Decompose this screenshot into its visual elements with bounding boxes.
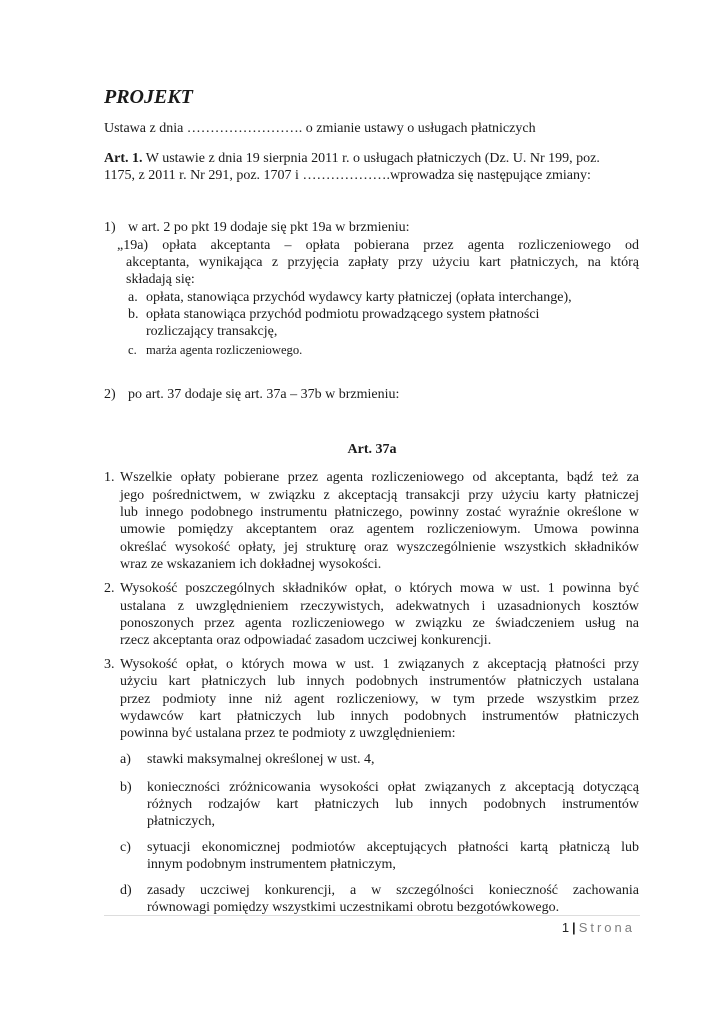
paragraph-3-line-1: Wysokość opłat, o których mowa w ust. 1 związanych z akceptacją płatności przy bbox=[120, 657, 639, 672]
paragraph-1-line-6: wraz ze wskazaniem ich dokładnej wysokości. bbox=[120, 557, 382, 572]
definition-item-b-text-2: rozliczający transakcję, bbox=[146, 324, 278, 339]
paragraph-1-line-3: lub innego podobnego instrumentu płatniczego, powinny zostać wyraźnie określone w bbox=[120, 505, 639, 520]
footer-divider bbox=[104, 915, 640, 916]
paragraph-1-line-1: Wszelkie opłaty pobierane przez agenta rozliczeniowego od akceptanta, bądź też za bbox=[120, 470, 639, 485]
sub-item-b-line-3: płatniczych, bbox=[147, 814, 216, 829]
definition-item-a-text: opłata, stanowiąca przychód wydawcy karty płatniczej (opłata interchange), bbox=[146, 290, 572, 305]
definition-item-c-label: c. bbox=[128, 343, 137, 357]
sub-item-c-line-2: innym podobnym instrumentem płatniczym, bbox=[147, 857, 396, 872]
page-number: 1 bbox=[561, 920, 570, 935]
paragraph-1-line-5: określać wysokość opłaty, jej strukturę oraz wyszczególnienie wszystkich składników bbox=[120, 540, 639, 555]
paragraph-3-number: 3. bbox=[104, 657, 115, 672]
sub-item-b-line-1: konieczności zróżnicowania wysokości opłat związanych z akceptacją dotyczącą bbox=[147, 780, 639, 795]
definition-item-b-label: b. bbox=[128, 307, 139, 322]
definition-line-1: „19a) opłata akceptanta – opłata pobierana przez agenta rozliczeniowego od bbox=[117, 238, 639, 253]
sub-item-a-label: a) bbox=[120, 752, 131, 767]
sub-item-d-line-1: zasady uczciwej konkurencji, a w szczególności konieczność zachowania bbox=[147, 883, 639, 898]
definition-line-3: składają się: bbox=[126, 272, 195, 287]
paragraph-2-line-3: ponoszonych przez agenta rozliczeniowego w związku ze świadczeniem usług na bbox=[120, 616, 639, 631]
definition-item-b-text-1: opłata stanowiąca przychód podmiotu prowadzącego system płatności bbox=[146, 307, 540, 322]
paragraph-3-line-4: wydawców kart płatniczych lub innych podobnych instrumentów płatniczych bbox=[120, 709, 639, 724]
paragraph-1-line-2: jego pośrednictwem, w związku z akceptacją transakcji przy użyciu karty płatniczej bbox=[120, 488, 639, 503]
amendment-2-number: 2) bbox=[104, 387, 116, 402]
sub-item-c-label: c) bbox=[120, 840, 131, 855]
document-title: PROJEKT bbox=[104, 86, 193, 108]
article-1-line-1 bbox=[104, 150, 600, 168]
sub-item-b-label: b) bbox=[120, 780, 132, 795]
sub-item-d-line-2: równowagi pomiędzy wszystkimi uczestnikami obrotu bezgotówkowego. bbox=[147, 900, 560, 915]
sub-item-c-line-1: sytuacji ekonomicznej podmiotów akceptujących płatności kartą płatniczą lub bbox=[147, 840, 639, 855]
amendment-1-number: 1) bbox=[104, 220, 116, 235]
article-1-line-2: 1175, z 2011 r. Nr 291, poz. 1707 i ……………….wprowadza się następujące zmiany: bbox=[104, 168, 591, 183]
amendment-1-intro: w art. 2 po pkt 19 dodaje się pkt 19a w brzmieniu: bbox=[128, 220, 410, 235]
art-37a-heading: Art. 37a bbox=[347, 442, 397, 457]
sub-item-d-label: d) bbox=[120, 883, 132, 898]
paragraph-2-number: 2. bbox=[104, 581, 115, 596]
definition-item-c-text: marża agenta rozliczeniowego. bbox=[146, 343, 303, 357]
definition-line-2: akceptanta, wynikająca z przyjęcia zapłaty przy użyciu kart płatniczych, na którą bbox=[126, 255, 639, 270]
definition-item-a-label: a. bbox=[128, 290, 138, 305]
sub-item-b-line-2: różnych rodzajów kart płatniczych lub innych podobnych instrumentów bbox=[147, 797, 639, 812]
amendment-2-intro: po art. 37 dodaje się art. 37a – 37b w brzmieniu: bbox=[128, 387, 400, 402]
paragraph-3-line-5: powinna być ustalana przez te podmioty z uwzględnieniem: bbox=[120, 726, 456, 741]
paragraph-3-line-3: przez podmioty inne niż agent rozliczeniowy, w tym przede wszystkim przez bbox=[120, 692, 639, 707]
paragraph-1-line-4: umowie pomiędzy akceptantem oraz agentem rozliczeniowym. Umowa powinna bbox=[120, 522, 639, 537]
article-1-label: Art. 1. bbox=[104, 151, 143, 166]
page-word: Strona bbox=[578, 920, 635, 935]
paragraph-1-number: 1. bbox=[104, 470, 115, 485]
article-1-text-1: W ustawie z dnia 19 sierpnia 2011 r. o usługach płatniczych (Dz. U. Nr 199, poz. bbox=[145, 151, 600, 166]
paragraph-2-line-2: ustalana z uwzględnieniem rzeczywistych, adekwatnych i uzasadnionych kosztów bbox=[120, 599, 639, 614]
paragraph-2-line-4: rzecz akceptanta oraz odpowiadać zasadom uczciwej konkurencji. bbox=[120, 633, 492, 648]
footer-separator: | bbox=[572, 920, 576, 935]
paragraph-3-line-2: użyciu kart płatniczych lub innych podobnych instrumentów płatniczych ustalana bbox=[120, 674, 639, 689]
sub-item-a-text: stawki maksymalnej określonej w ust. 4, bbox=[147, 752, 375, 767]
page-footer bbox=[562, 920, 635, 935]
paragraph-2-line-1: Wysokość poszczególnych składników opłat, o których mowa w ust. 1 powinna być bbox=[120, 581, 639, 596]
act-title: Ustawa z dnia ……………………. o zmianie ustawy o usługach płatniczych bbox=[104, 121, 536, 136]
